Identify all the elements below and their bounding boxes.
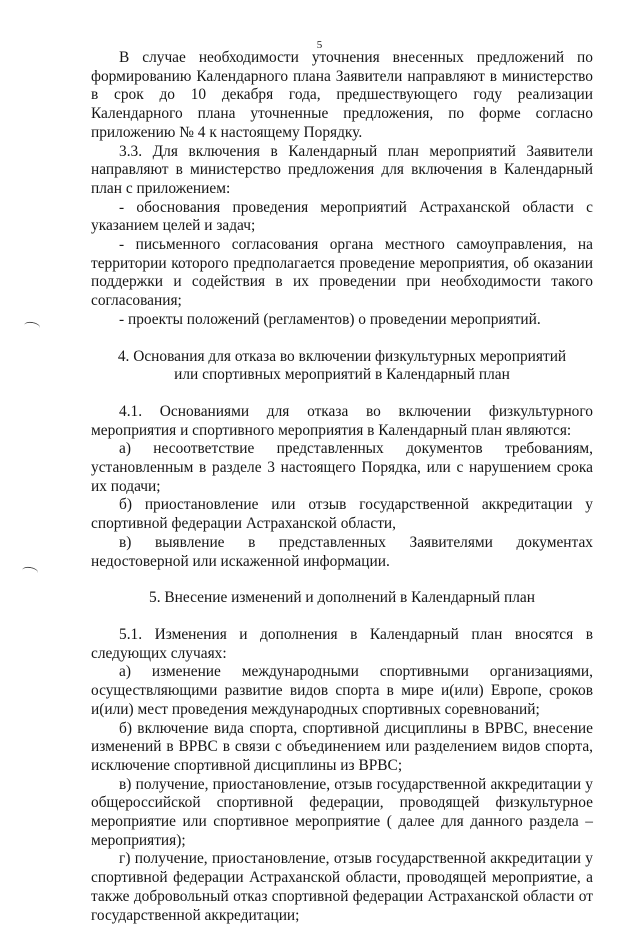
- paragraph: г) получение, приостановление, отзыв государственной аккредитации у спортивной федерации Астраханской области, проводящей мероприятие, а также добровольный отказ спортивной федерации Астраханской области от государственной аккредитации;: [91, 850, 593, 924]
- paragraph: В случае необходимости уточнения внесенных предложений по формированию Календарного плана Заявители направляют в министерство в срок до 10 декабря года, предшествующего году реализации Календарного плана уточненные предложения, по форме согласно приложению № 4 к настоящему Порядку.: [91, 49, 593, 141]
- paragraph: а) несоответствие представленных документов требованиям, установленным в разделе 3 настоящего Порядка, или с нарушением срока их подачи;: [91, 440, 593, 495]
- section-4-heading: [91, 348, 593, 385]
- paragraph: в) получение, приостановление, отзыв государственной аккредитации у общероссийской спортивной федерации, проводящей физкультурное мероприятие или спортивное мероприятие ( далее для данного раздела – мероприятия);: [91, 775, 593, 849]
- document-body: [91, 49, 593, 925]
- paragraph: 4.1. Основаниями для отказа во включении физкультурного мероприятия и спортивного мероприятия в Календарный план являются:: [91, 402, 593, 439]
- paragraph: - обоснования проведения мероприятий Астраханской области с указанием целей и задач;: [91, 198, 593, 235]
- paragraph: 3.3. Для включения в Календарный план мероприятий Заявители направляют в министерство предложения для включения в Календарный план с приложением:: [91, 142, 593, 197]
- paragraph: - проекты положений (регламентов) о проведении мероприятий.: [119, 310, 541, 328]
- paragraph: 5.1. Изменения и дополнения в Календарный план вносятся в следующих случаях:: [91, 625, 593, 662]
- paragraph: в) выявление в представленных Заявителями документах недостоверной или искаженной информации.: [91, 533, 593, 570]
- section-heading-line: или спортивных мероприятий в Календарный план: [174, 366, 510, 384]
- section-5-heading: [91, 589, 593, 608]
- page-number: 5: [316, 39, 323, 51]
- paragraph: б) включение вида спорта, спортивной дисциплины в ВРВС, внесение изменений в ВРВС в связи с объединением или разделением видов спорта, исключение спортивной дисциплины из ВРВС;: [91, 719, 593, 774]
- margin-mark: [21, 566, 38, 578]
- paragraph: - письменного согласования органа местного самоуправления, на территории которого предполагается проведение мероприятия, об оказании поддержки и содействия в их проведении при необходимости такого согласования;: [91, 236, 593, 310]
- section-heading-line: 5. Внесение изменений и дополнений в Календарный план: [149, 589, 535, 607]
- paragraph: а) изменение международными спортивными организациями, осуществляющими развитие видов спорта в мире и(или) Европе, сроков и(или) мест проведения международных спортивных соревнований;: [91, 663, 593, 718]
- paragraph: б) приостановление или отзыв государственной аккредитации у спортивной федерации Астраханской области,: [91, 496, 593, 533]
- margin-mark: [23, 321, 40, 333]
- section-heading-line: 4. Основания для отказа во включении физкультурных мероприятий: [117, 347, 567, 365]
